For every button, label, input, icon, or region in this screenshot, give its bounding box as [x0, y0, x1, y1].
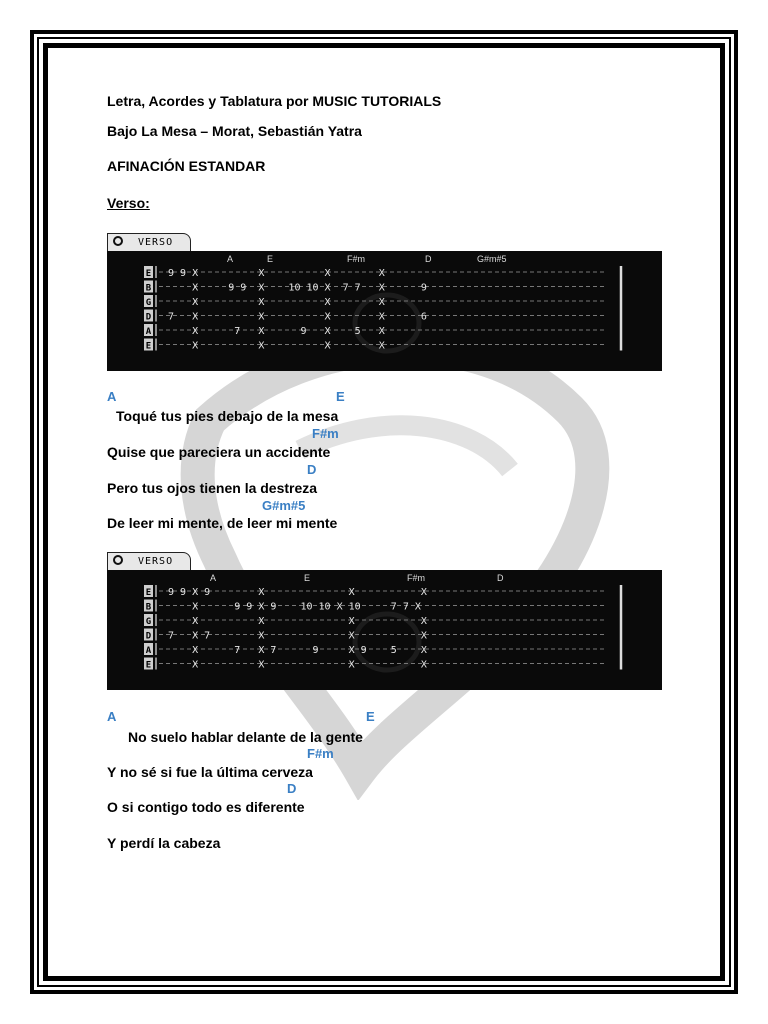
tab-toggle-icon: [113, 555, 123, 565]
song-title: Bajo La Mesa – Morat, Sebastián Yatra: [107, 123, 362, 139]
lyric-line: No suelo hablar delante de la gente: [128, 729, 363, 745]
string-name: D: [145, 312, 152, 323]
string-name: E: [145, 660, 152, 671]
lyric-line: O si contigo todo es diferente: [107, 799, 305, 815]
string-name: B: [145, 602, 152, 613]
chord-label: F#m: [307, 746, 334, 761]
tab-row-notes: 9 9 X X X X: [162, 268, 506, 279]
chord-label: F#m: [312, 426, 339, 441]
tab-chord-name: E: [267, 254, 274, 264]
tablature-panel-1: [107, 251, 662, 371]
string-name: E: [145, 588, 152, 598]
tab-toggle-icon: [113, 236, 123, 246]
tab-chord-name: A: [210, 573, 217, 583]
lyric-line: De leer mi mente, de leer mi mente: [107, 515, 338, 531]
chord-label: A: [107, 709, 117, 724]
string-name: G: [145, 298, 152, 308]
lyric-line: Y perdí la cabeza: [107, 835, 221, 851]
tab-verso-2[interactable]: [107, 552, 191, 571]
chord-label: E: [336, 389, 345, 404]
section-heading: Verso:: [107, 195, 150, 211]
string-name: E: [145, 269, 152, 279]
tab-row-notes: X 7 X 7 9 X 9 5 X: [162, 645, 482, 656]
credit-line: Letra, Acordes y Tablatura por MUSIC TUTORIALS: [107, 93, 442, 109]
tab-row-notes: X X X X: [162, 297, 506, 308]
tablature-panel-2: [107, 570, 662, 690]
tab-chord-name: F#m: [347, 254, 365, 264]
tab-row-notes: 7 X X X X 6: [162, 311, 506, 323]
tablature-2: [107, 570, 662, 690]
tab-verso-1-label: VERSO: [138, 237, 174, 248]
chord-label: G#m#5: [262, 498, 306, 513]
tab-row-notes: 7 X 7 X X X: [162, 630, 482, 642]
tab-verso-1[interactable]: [107, 233, 191, 252]
tab-chord-name: D: [497, 573, 504, 583]
tab-row-notes: X X X X: [162, 340, 506, 352]
tab-row-notes: X X X X: [162, 616, 482, 627]
chord-label: E: [366, 709, 375, 724]
tab-chord-name: A: [227, 254, 234, 264]
string-name: A: [145, 646, 152, 656]
tab-row-notes: 9 9 X 9 X X X: [162, 587, 482, 598]
chord-label: D: [307, 462, 317, 477]
lyric-line: Quise que pareciera un accidente: [107, 444, 331, 460]
tab-verso-2-label: VERSO: [138, 556, 174, 567]
string-name: B: [145, 283, 152, 294]
chord-label: D: [287, 781, 297, 796]
tab-row-notes: X 9 9 X 10 10 X 7 7 X 9: [162, 282, 506, 294]
tab-row-notes: X X X X: [162, 659, 482, 671]
string-name: G: [145, 617, 152, 627]
tab-chord-name: F#m: [407, 573, 425, 583]
string-name: D: [145, 631, 152, 642]
string-name: E: [145, 341, 152, 352]
tablature-1: [107, 251, 662, 371]
pick-watermark: [150, 300, 650, 800]
lyric-line: Y no sé si fue la última cerveza: [107, 764, 313, 780]
tab-row-notes: X 7 X 9 X 5 X: [162, 326, 506, 337]
tuning-label: AFINACIÓN ESTANDAR: [107, 158, 266, 174]
chord-label: A: [107, 389, 117, 404]
tab-chord-name: D: [425, 254, 432, 264]
tab-chord-name: G#m#5: [477, 254, 507, 264]
tab-chord-name: E: [304, 573, 311, 583]
lyric-line: Toqué tus pies debajo de la mesa: [116, 408, 339, 424]
string-name: A: [145, 327, 152, 337]
lyric-line: Pero tus ojos tienen la destreza: [107, 480, 318, 496]
tab-row-notes: X 9 9 X 9 10 10 X 10 7 7 X: [162, 601, 476, 613]
